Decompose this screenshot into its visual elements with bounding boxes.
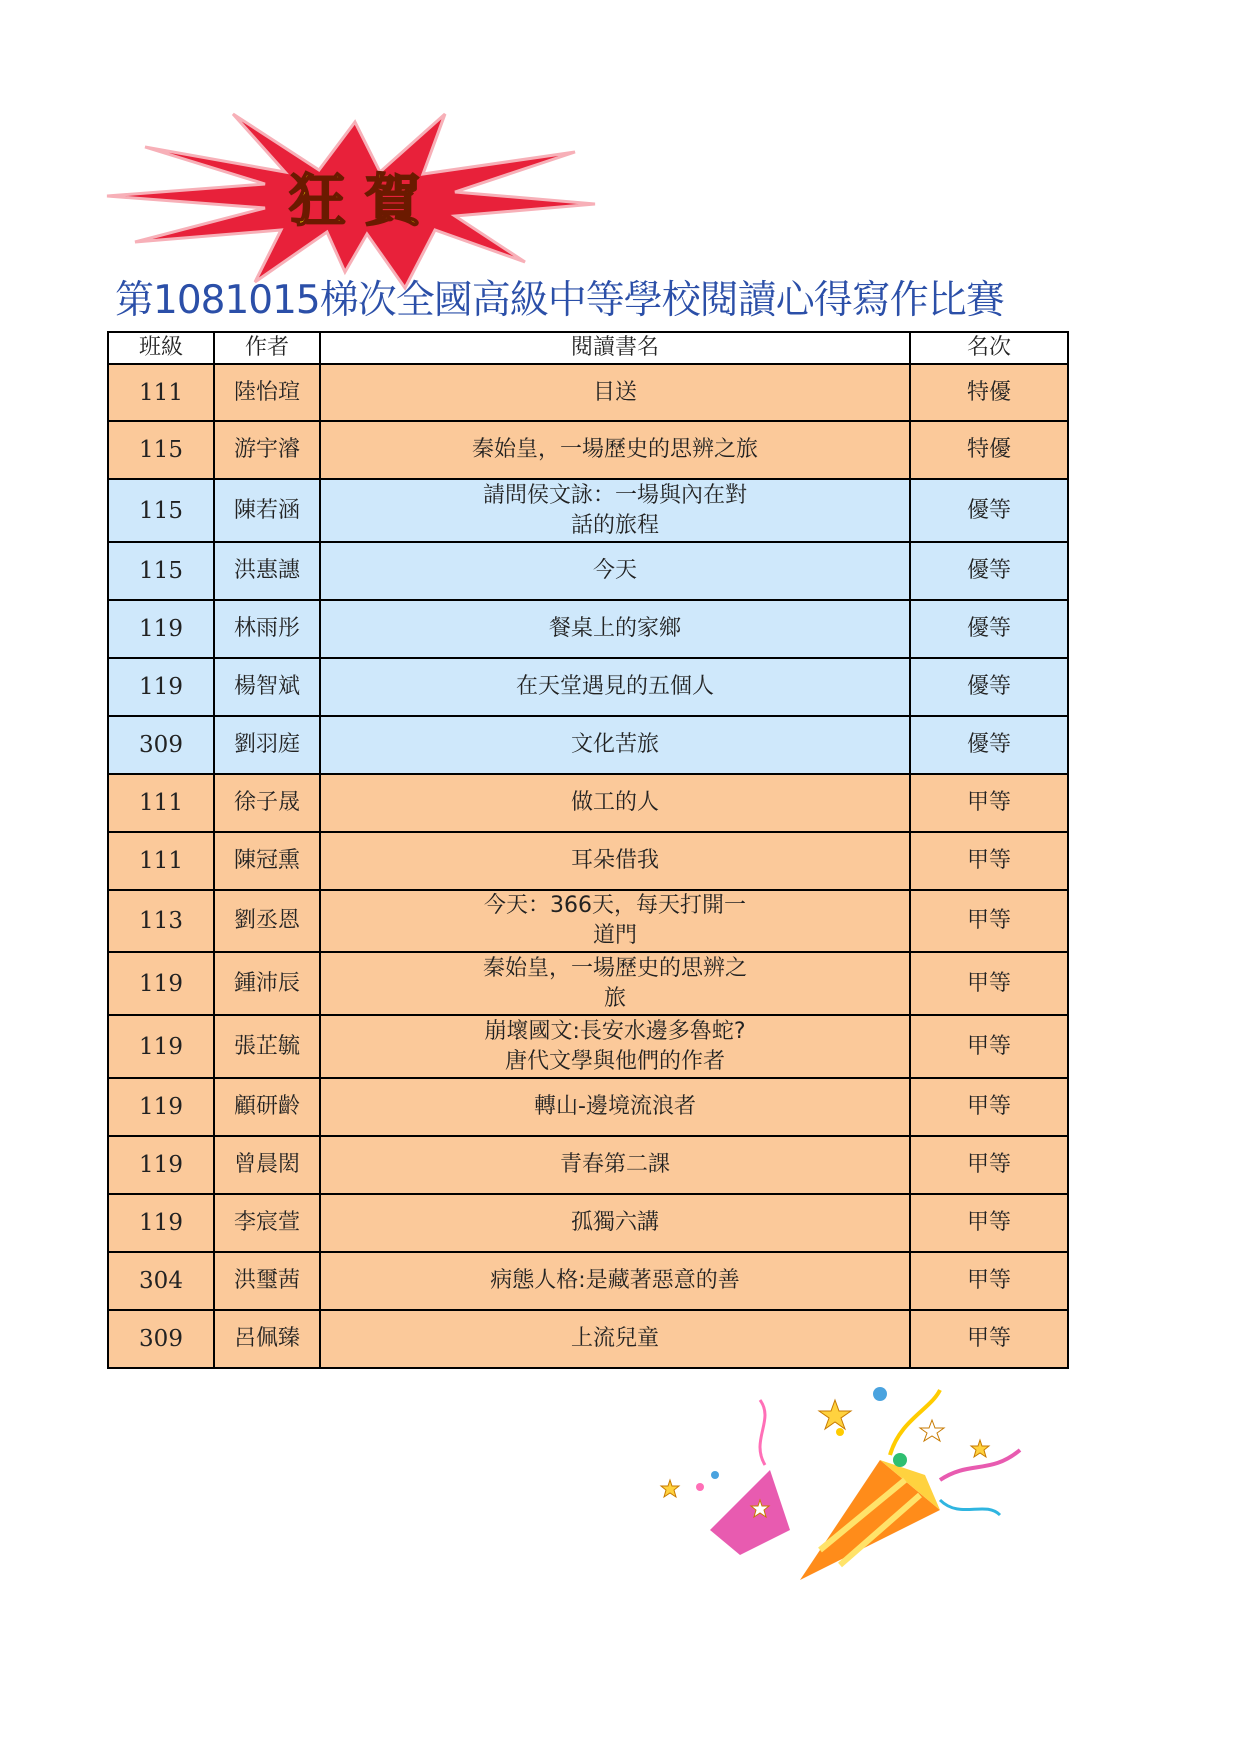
cell-author: 游宇濬 [214, 421, 320, 479]
cell-class: 111 [108, 774, 214, 832]
table-row [108, 1136, 1068, 1194]
table-row [108, 364, 1068, 421]
table-row [108, 774, 1068, 832]
party-popper-decoration [640, 1380, 1040, 1600]
party-popper-icon [640, 1380, 1040, 1600]
header-class: 班級 [108, 332, 214, 364]
cell-class: 119 [108, 1015, 214, 1078]
cell-rank: 甲等 [910, 1194, 1068, 1252]
table-row [108, 1252, 1068, 1310]
cell-rank: 甲等 [910, 952, 1068, 1015]
cell-book: 今天 [320, 542, 910, 600]
cell-author: 林雨彤 [214, 600, 320, 658]
cell-class: 115 [108, 542, 214, 600]
cell-book: 耳朵借我 [320, 832, 910, 890]
table-row [108, 1078, 1068, 1136]
cell-author: 劉羽庭 [214, 716, 320, 774]
cell-rank: 特優 [910, 364, 1068, 421]
table-row [108, 1194, 1068, 1252]
table-row [108, 542, 1068, 600]
cell-rank: 甲等 [910, 1015, 1068, 1078]
cell-author: 鍾沛辰 [214, 952, 320, 1015]
results-table [107, 331, 1069, 1369]
cell-class: 304 [108, 1252, 214, 1310]
cell-book: 今天：366天，每天打開一 道門 [320, 890, 910, 952]
table-row [108, 1015, 1068, 1078]
cell-book: 在天堂遇見的五個人 [320, 658, 910, 716]
header-book: 閱讀書名 [320, 332, 910, 364]
header-rank: 名次 [910, 332, 1068, 364]
cell-rank: 優等 [910, 716, 1068, 774]
cell-rank: 甲等 [910, 1310, 1068, 1368]
cell-book: 轉山-邊境流浪者 [320, 1078, 910, 1136]
cell-class: 119 [108, 1136, 214, 1194]
cell-book: 上流兒童 [320, 1310, 910, 1368]
cell-book: 餐桌上的家鄉 [320, 600, 910, 658]
banner-text: 狂 賀 [289, 169, 421, 234]
cell-author: 李宸萱 [214, 1194, 320, 1252]
cell-book: 秦始皇，一場歷史的思辨之旅 [320, 421, 910, 479]
cell-class: 119 [108, 1194, 214, 1252]
cell-rank: 甲等 [910, 832, 1068, 890]
cell-rank: 甲等 [910, 774, 1068, 832]
cell-book: 秦始皇，一場歷史的思辨之 旅 [320, 952, 910, 1015]
cell-class: 309 [108, 716, 214, 774]
cell-rank: 優等 [910, 542, 1068, 600]
congratulations-burst [105, 112, 605, 292]
cell-author: 洪惠譓 [214, 542, 320, 600]
cell-author: 張芷毓 [214, 1015, 320, 1078]
cell-book: 青春第二課 [320, 1136, 910, 1194]
cell-class: 111 [108, 364, 214, 421]
cell-author: 陸怡瑄 [214, 364, 320, 421]
cell-book: 崩壞國文:長安水邊多魯蛇? 唐代文學與他們的作者 [320, 1015, 910, 1078]
cell-author: 劉丞恩 [214, 890, 320, 952]
cell-class: 309 [108, 1310, 214, 1368]
cell-class: 113 [108, 890, 214, 952]
cell-author: 洪璽茜 [214, 1252, 320, 1310]
page-title: 第1081015梯次全國高級中等學校閱讀心得寫作比賽 [115, 278, 1004, 323]
table-row [108, 716, 1068, 774]
cell-rank: 甲等 [910, 1252, 1068, 1310]
cell-class: 119 [108, 600, 214, 658]
cell-rank: 優等 [910, 600, 1068, 658]
table-row [108, 1310, 1068, 1368]
cell-rank: 特優 [910, 421, 1068, 479]
cell-rank: 優等 [910, 479, 1068, 542]
cell-class: 119 [108, 952, 214, 1015]
cell-book: 做工的人 [320, 774, 910, 832]
cell-rank: 甲等 [910, 1136, 1068, 1194]
cell-author: 曾晨閎 [214, 1136, 320, 1194]
cell-author: 呂佩臻 [214, 1310, 320, 1368]
cell-book: 請問侯文詠：一場與內在對 話的旅程 [320, 479, 910, 542]
cell-author: 徐子晟 [214, 774, 320, 832]
cell-author: 陳若涵 [214, 479, 320, 542]
cell-class: 115 [108, 421, 214, 479]
cell-class: 119 [108, 658, 214, 716]
table-row [108, 479, 1068, 542]
table-row [108, 421, 1068, 479]
cell-class: 111 [108, 832, 214, 890]
table-header-row [108, 332, 1068, 364]
cell-class: 119 [108, 1078, 214, 1136]
cell-rank: 優等 [910, 658, 1068, 716]
table-row [108, 600, 1068, 658]
table-row [108, 658, 1068, 716]
header-author: 作者 [214, 332, 320, 364]
cell-author: 楊智斌 [214, 658, 320, 716]
cell-class: 115 [108, 479, 214, 542]
cell-book: 目送 [320, 364, 910, 421]
table-row [108, 832, 1068, 890]
starburst-icon [105, 112, 605, 292]
cell-book: 病態人格:是藏著惡意的善 [320, 1252, 910, 1310]
table-row [108, 890, 1068, 952]
cell-author: 陳冠熏 [214, 832, 320, 890]
cell-rank: 甲等 [910, 890, 1068, 952]
cell-rank: 甲等 [910, 1078, 1068, 1136]
table-row [108, 952, 1068, 1015]
cell-author: 顧研齡 [214, 1078, 320, 1136]
cell-book: 孤獨六講 [320, 1194, 910, 1252]
cell-book: 文化苦旅 [320, 716, 910, 774]
